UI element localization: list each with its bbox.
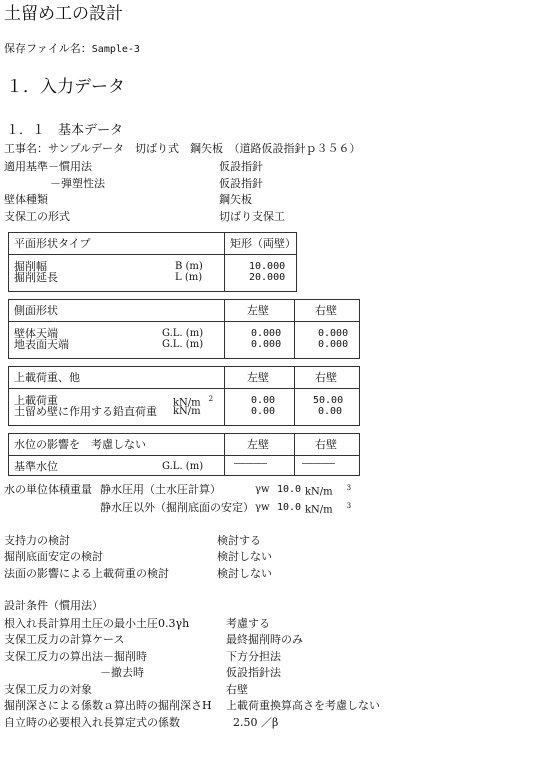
design-label: 支保工反力の計算ケース xyxy=(4,633,125,646)
table-row-symbol: G.L. (m) xyxy=(162,461,204,472)
design-label: －撤去時 xyxy=(100,666,144,679)
col-left-header: 左壁 xyxy=(247,371,269,384)
table-divider xyxy=(8,388,360,389)
file-name: Sample-3 xyxy=(91,44,140,55)
table-row-symbol: B (m) xyxy=(175,261,203,272)
design-label: 根入れ長計算用土圧の最小土圧0.3γh xyxy=(4,617,190,630)
unit-weight-row-label: 静水圧用（土水圧計算） xyxy=(100,483,221,496)
table-row-label: 掘削幅 xyxy=(14,260,47,273)
file-label-text: 保存ファイル名： xyxy=(4,42,92,55)
page-title: 土留め工の設計 xyxy=(4,4,123,24)
col-right-header: 右壁 xyxy=(315,438,337,451)
table-divider xyxy=(294,366,295,426)
table-cell-left: ―――― xyxy=(234,459,266,469)
table-cell-left: 0.00 xyxy=(251,395,276,406)
design-label: 自立時の必要根入れ長算定式の係数 xyxy=(4,716,180,729)
unit-weight-value: 10.0 xyxy=(277,502,302,513)
basic-label: 適用基準－慣用法 xyxy=(4,160,92,173)
unit-superscript: 2 xyxy=(208,395,214,403)
design-value: 最終掘削時のみ xyxy=(226,633,303,646)
table-row-label: 掘削延長 xyxy=(14,271,58,284)
table-divider xyxy=(224,433,225,476)
col-left-header: 左壁 xyxy=(247,438,269,451)
section-heading: １．入力データ xyxy=(6,77,125,97)
table-row-label: 壁体天端 xyxy=(14,327,58,340)
table-cell-left: 0.000 xyxy=(251,339,282,350)
design-label: 支保工反力の算出法－掘削時 xyxy=(4,650,147,663)
basic-label: 壁体種類 xyxy=(4,193,48,206)
design-heading: 設計条件（慣用法） xyxy=(4,599,103,612)
table-divider xyxy=(224,366,225,426)
table-row-label: 土留め壁に作用する鉛直荷重 xyxy=(14,405,157,418)
table-divider xyxy=(224,299,225,359)
table-cell-right: ―――― xyxy=(302,459,334,469)
check-label: 法面の影響による上載荷重の検討 xyxy=(4,567,169,580)
water-header: 水位の影響を 考慮しない xyxy=(14,438,146,451)
col-right-header: 右壁 xyxy=(315,304,337,317)
table-row-value: 10.000 xyxy=(249,261,286,272)
table-row-symbol: kN/m xyxy=(173,406,201,417)
design-value: 2.50 ／β xyxy=(233,716,279,729)
table-divider xyxy=(224,232,225,292)
unit-weight-symbol: γw xyxy=(255,484,270,495)
design-value: 考慮する xyxy=(226,617,270,630)
plan-header-value: 矩形（両壁） xyxy=(230,237,296,250)
design-value: 下方分担法 xyxy=(226,650,281,663)
design-value: 仮設指針法 xyxy=(226,666,281,679)
table-row-value: 20.000 xyxy=(249,272,286,283)
basic-value: 鋼矢板 xyxy=(219,193,252,206)
check-value: 検討しない xyxy=(217,550,272,563)
unit-superscript: 3 xyxy=(346,484,352,492)
unit-weight-label: 水の単位体積重量 xyxy=(4,483,92,496)
unit-weight-unit xyxy=(305,503,351,515)
unit-weight-symbol: γw xyxy=(255,502,270,513)
basic-value: 切ばり支保工 xyxy=(219,210,285,223)
table-cell-left: 0.000 xyxy=(251,328,282,339)
table-divider xyxy=(294,433,295,476)
table-cell-left: 0.00 xyxy=(251,406,276,417)
unit-weight-row-label: 静水圧以外（掘削底面の安定） xyxy=(100,501,254,514)
basic-label: 支保工の形式 xyxy=(4,210,70,223)
design-value: 右壁 xyxy=(226,683,248,696)
table-row-symbol: G.L. (m) xyxy=(162,328,204,339)
design-value: 上載荷重換算高さを考慮しない xyxy=(226,699,380,712)
design-label: 掘削深さによる係数ａ算出時の掘削深さH xyxy=(4,699,212,712)
subsection-heading: １．１ 基本データ xyxy=(6,123,124,138)
col-left-header: 左壁 xyxy=(247,304,269,317)
table-row-label: 上載荷重 xyxy=(14,394,58,407)
plan-header: 平面形状タイプ xyxy=(14,237,91,250)
table-row-label: 基準水位 xyxy=(14,460,58,473)
table-divider xyxy=(8,321,360,322)
basic-value: 仮設指針 xyxy=(219,160,263,173)
unit-text: kN/m xyxy=(305,486,333,498)
table-divider xyxy=(8,254,297,255)
check-value: 検討する xyxy=(217,534,261,547)
check-label: 支持力の検討 xyxy=(4,534,70,547)
table-row-symbol: G.L. (m) xyxy=(162,339,204,350)
table-cell-right: 0.00 xyxy=(318,406,343,417)
basic-label: －弾塑性法 xyxy=(50,177,105,190)
load-header: 上載荷重、他 xyxy=(14,371,80,384)
file-label xyxy=(4,43,140,55)
table-cell-right: 0.000 xyxy=(318,339,349,350)
table-row-symbol: L (m) xyxy=(175,272,203,283)
table-divider xyxy=(8,455,360,456)
unit-weight-value: 10.0 xyxy=(277,484,302,495)
unit-text: kN/m xyxy=(173,397,201,409)
col-right-header: 右壁 xyxy=(315,371,337,384)
project-line: 工事名：サンプルデータ 切ばり式 鋼矢板 （道路仮設指針ｐ３５６） xyxy=(4,142,361,155)
table-cell-right: 50.00 xyxy=(313,395,344,406)
unit-weight-unit xyxy=(305,485,351,497)
table-row-label: 地表面天端 xyxy=(14,338,69,351)
basic-value: 仮設指針 xyxy=(219,177,263,190)
table-divider xyxy=(294,299,295,359)
unit-text: kN/m xyxy=(305,504,333,516)
side-header: 側面形状 xyxy=(14,304,58,317)
unit-superscript: 3 xyxy=(346,502,352,510)
check-value: 検討しない xyxy=(217,567,272,580)
check-label: 掘削底面安定の検討 xyxy=(4,550,103,563)
design-label: 支保工反力の対象 xyxy=(4,683,92,696)
table-cell-right: 0.000 xyxy=(318,328,349,339)
